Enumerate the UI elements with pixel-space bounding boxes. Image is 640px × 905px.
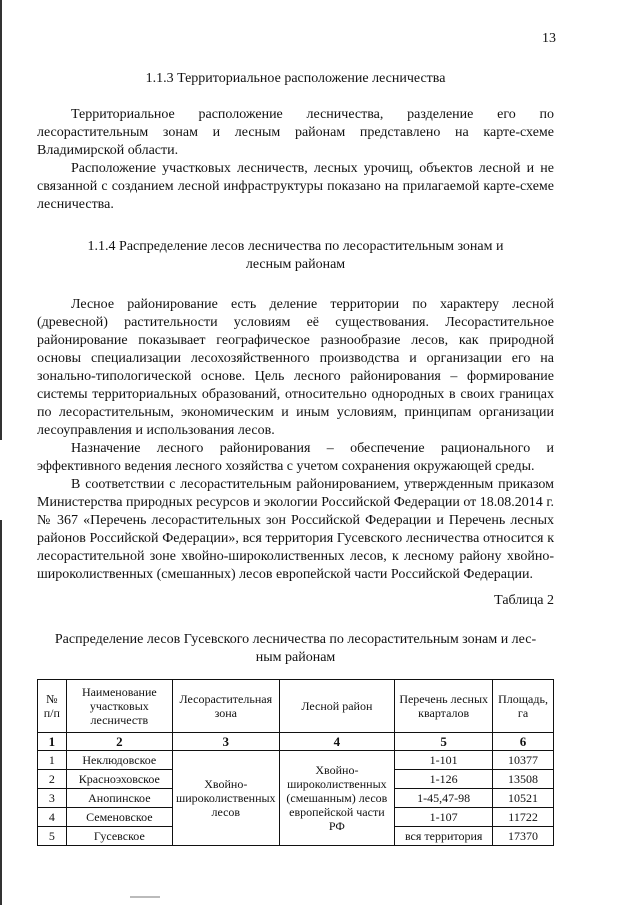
header-cell: Наименование участковых лесничеств (66, 680, 172, 733)
table-title-line: Распределение лесов Гусевского лесничества по лесорастительным зонам и лес- (54, 632, 537, 647)
table-label: Таблица 2 (494, 593, 554, 608)
quarters-cell: вся территория (395, 827, 493, 846)
header-cell: Лесной район (279, 680, 395, 733)
header-cell: Перечень лесных кварталов (395, 680, 493, 733)
table-row (38, 751, 554, 770)
header-cell: Площадь, га (493, 680, 554, 733)
paragraph: Лесное районирование есть деление территории по характеру лесной (древесной) растительности условиям её существования. Лесорастительное районирование показывает географическое разнообразие лесов, как природной основы специализации лесохозяйственного производства и организации его на зонально-типологической основе. Цель лесного районирования – формирование системы территориальных образований, относительно однородных в своих границах по лесорастительным, экономическим и иным условиям, принципам организации лесоуправления и использования лесов. (37, 297, 554, 438)
header-cell: № п/п (38, 680, 67, 733)
table-header-row (38, 680, 554, 733)
row-number: 1 (38, 751, 67, 770)
area-cell: 10521 (493, 789, 554, 808)
column-number: 5 (395, 733, 493, 751)
forestry-name: Семеновское (66, 808, 172, 827)
row-number: 3 (38, 789, 67, 808)
section-heading-1-1-3: 1.1.3 Территориальное расположение лесничества (145, 71, 446, 86)
forestry-name: Красноэховское (66, 770, 172, 789)
column-number: 2 (66, 733, 172, 751)
area-cell: 13508 (493, 770, 554, 789)
forest-zone-cell: Хвойно-широколиственных лесов (173, 751, 280, 846)
column-number: 3 (173, 733, 280, 751)
paragraph: Расположение участковых лесничеств, лесных урочищ, объектов лесной и не связанной с созданием лесной инфраструктуры показано на прилагаемой карте-схеме лесничества. (37, 161, 554, 212)
scan-artifact (130, 896, 160, 898)
document-body (37, 70, 554, 846)
forestry-name: Гусевское (66, 827, 172, 846)
forestry-name: Анопинское (66, 789, 172, 808)
paragraph: Территориальное расположение лесничества, разделение его по лесорастительным зонам и лесным районам представлено на карте-схеме Владимирской области. (37, 107, 554, 158)
row-number: 2 (38, 770, 67, 789)
column-number-row (38, 733, 554, 751)
column-number: 1 (38, 733, 67, 751)
quarters-cell: 1-45,47-98 (395, 789, 493, 808)
heading-line: 1.1.4 Распределение лесов лесничества по лесорастительным зонам и (87, 239, 504, 254)
table-title-line: ным районам (255, 650, 336, 665)
forestry-name: Неклюдовское (66, 751, 172, 770)
paragraph: Назначение лесного районирования – обеспечение рационального и эффективного ведения лесного хозяйства с учетом сохранения окружающей среды. (37, 441, 554, 474)
area-cell: 17370 (493, 827, 554, 846)
quarters-cell: 1-126 (395, 770, 493, 789)
scan-left-edge-gap (0, 440, 2, 520)
row-number: 5 (38, 827, 67, 846)
paragraph: В соответствии с лесорастительным районированием, утвержденным приказом Министерства природных ресурсов и экологии Российской Федерации от 18.08.2014 г. № 367 «Перечень лесорастительных зон Российской Федерации и Перечень лесных районов Российской Федерации», вся территория Гусевского лесничества относится к лесорастительной зоне хвойно-широколиственных лесов, к лесному району хвойно-широколиственных (смешанных) лесов европейской части Российской Федерации. (37, 477, 554, 582)
quarters-cell: 1-101 (395, 751, 493, 770)
row-number: 4 (38, 808, 67, 827)
table-title (37, 631, 554, 667)
heading-line: лесным районам (245, 257, 346, 272)
forest-region-cell: Хвойно-широколиственных (смешанным) лесов европейской части РФ (279, 751, 395, 846)
area-cell: 11722 (493, 808, 554, 827)
page-number: 13 (542, 31, 556, 46)
section-heading-1-1-4 (37, 238, 554, 274)
column-number: 4 (279, 733, 395, 751)
header-cell: Лесорастительная зона (173, 680, 280, 733)
quarters-cell: 1-107 (395, 808, 493, 827)
column-number: 6 (493, 733, 554, 751)
forest-distribution-table (37, 679, 554, 846)
area-cell: 10377 (493, 751, 554, 770)
